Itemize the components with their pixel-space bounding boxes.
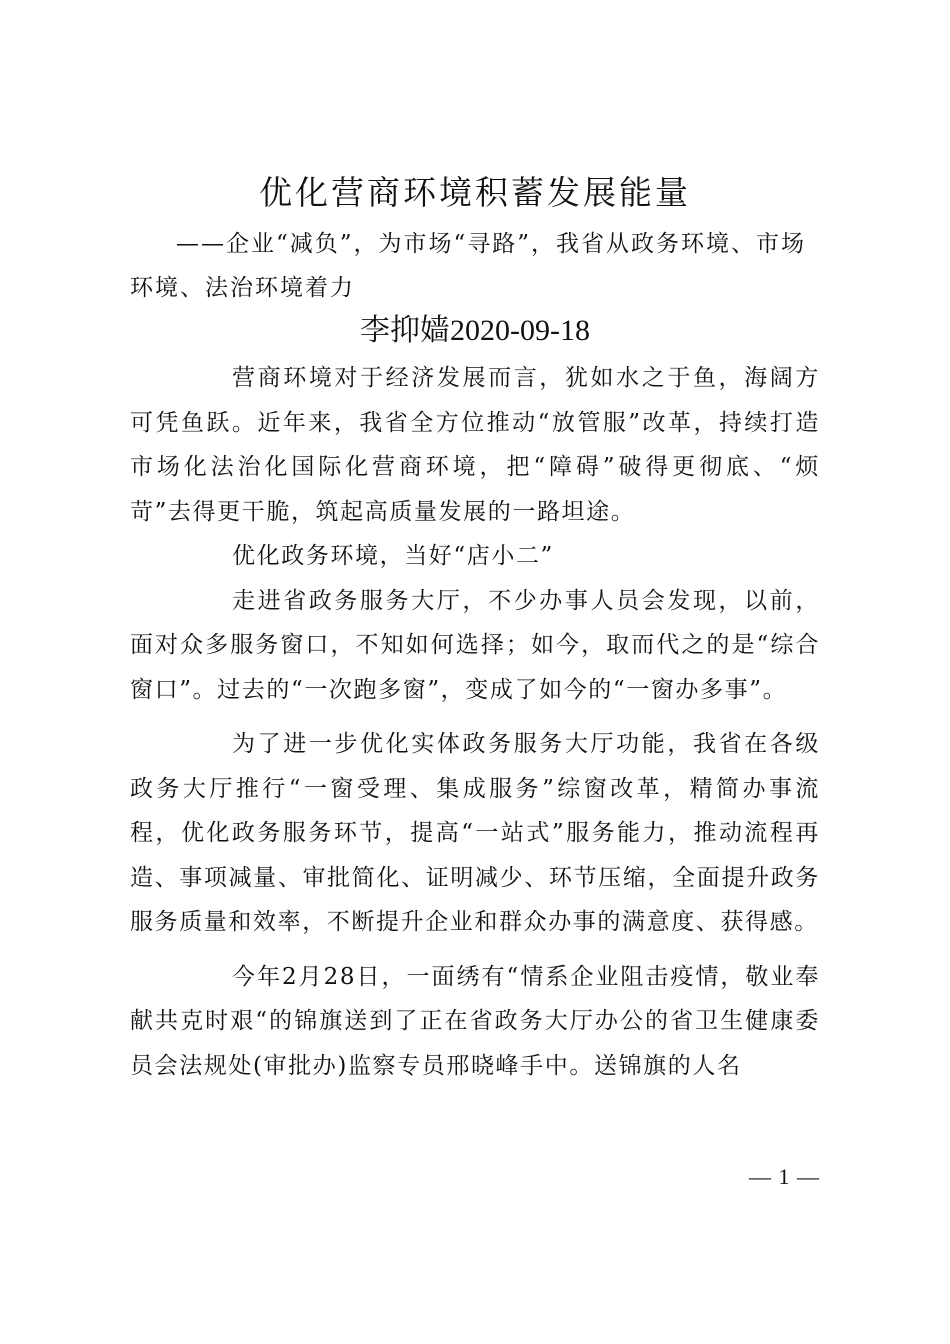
paragraph-banner: 今年2月28日，一面绣有“情系企业阻击疫情，敬业奉献共克时艰“的锦旗送到了正在省政务大厅办公的省卫生健康委员会法规处(审批办)监察专员邢晓峰手中。送锦旗的人名 (130, 963, 820, 1079)
page-number: — 1 — (749, 1164, 820, 1189)
paragraph-reform: 为了进一步优化实体政务服务大厅功能，我省在各级政务大厅推行“一窗受理、集成服务”综窗改革，精简办事流程，优化政务服务环节，提高“一站式”服务能力，推动流程再造、事项减量、审批简化、证明减少、环节压缩，全面提升政务服务质量和效率，不断提升企业和群众办事的满意度、获得感。 (130, 731, 820, 935)
document-title: 优化营商环境积蓄发展能量 (259, 173, 691, 212)
document-subtitle: ——企业“减负”，为市场“寻路”，我省从政务环境、市场环境、法治环境着力 (130, 231, 807, 301)
author-date-byline: 李抑嫱2020-09-18 (360, 314, 590, 347)
paragraph-service-hall: 走进省政务服务大厅，不少办事人员会发现，以前，面对众多服务窗口，不知如何选择；如今，取而代之的是“综合窗口”。过去的“一次跑多窗”，变成了如今的“一窗办多事”。 (130, 587, 820, 703)
paragraph-intro: 营商环境对于经济发展而言，犹如水之于鱼，海阔方可凭鱼跃。近年来，我省全方位推动“放管服”改革，持续打造市场化法治化国际化营商环境，把“障碍”破得更彻底、“烦苛”去得更干脆，筑起高质量发展的一路坦途。 (130, 365, 820, 525)
article-body (130, 356, 820, 1088)
section-heading: 优化政务环境，当好“店小二” (232, 543, 554, 569)
